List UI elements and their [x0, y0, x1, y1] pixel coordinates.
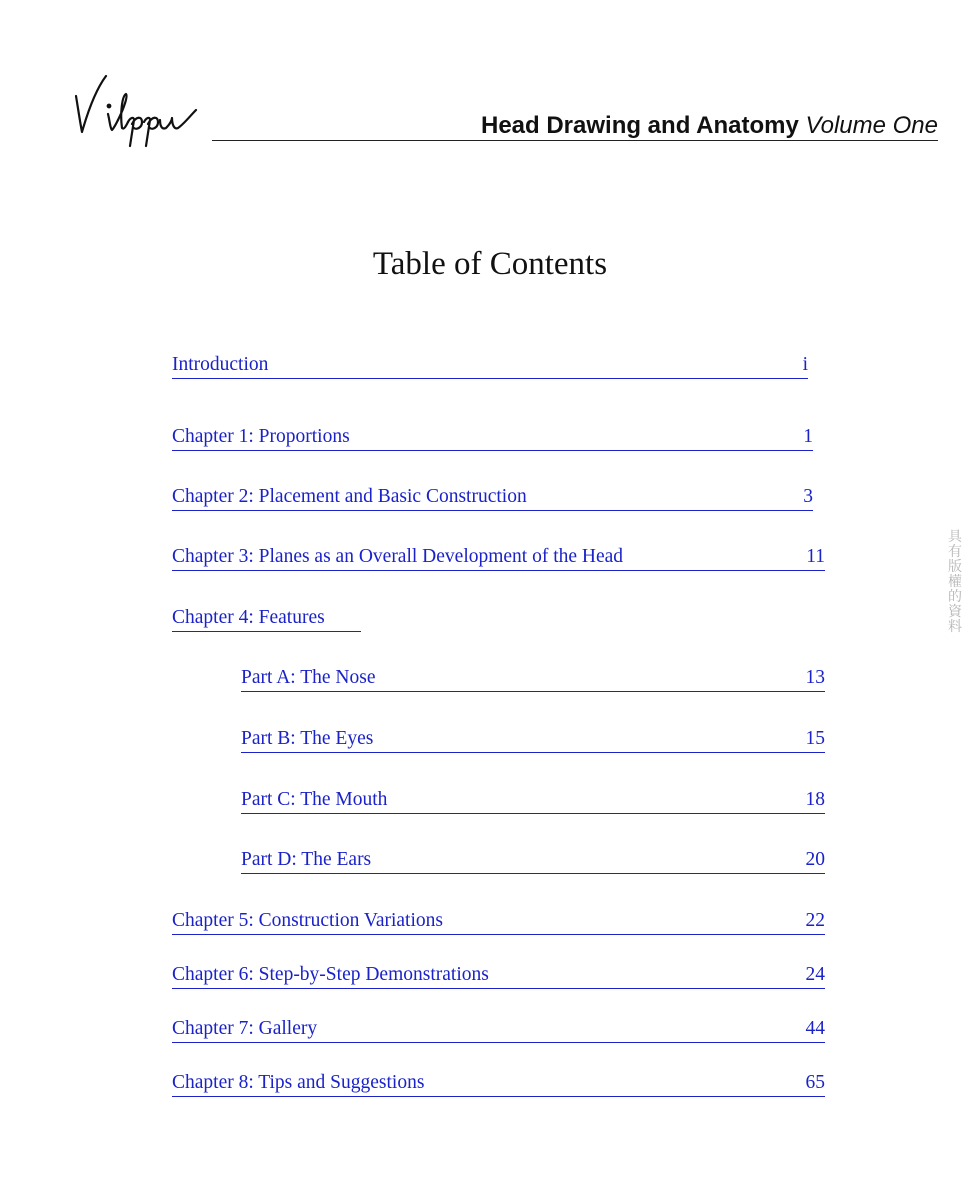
toc-entry-chapter-8[interactable]: [172, 1068, 825, 1097]
header-title: [481, 112, 938, 140]
toc-entry-chapter-2[interactable]: [172, 482, 813, 511]
toc-entry-label: Chapter 7: Gallery: [172, 1018, 318, 1039]
page-header: [72, 70, 938, 150]
toc-entry-part-a[interactable]: [241, 663, 825, 692]
toc-entry-label: Chapter 2: Placement and Basic Construction: [172, 486, 527, 507]
toc-entry-label: Part D: The Ears: [241, 849, 372, 870]
toc-entry-label: Chapter 8: Tips and Suggestions: [172, 1072, 425, 1093]
copyright-watermark: 具有版權的資料: [948, 529, 962, 635]
toc-entry-page: 1: [803, 426, 813, 447]
toc-entry-label: Part C: The Mouth: [241, 789, 388, 810]
toc-entry-chapter-1[interactable]: [172, 422, 813, 451]
toc-entry-page: 13: [805, 667, 825, 688]
toc-entry-label: Chapter 3: Planes as an Overall Development of the Head: [172, 546, 624, 567]
toc-entry-page: 3: [803, 486, 813, 507]
toc-entry-part-d[interactable]: [241, 845, 825, 874]
toc-entry-chapter-4[interactable]: [172, 603, 361, 632]
toc-entry-page: 44: [805, 1018, 825, 1039]
vilppu-signature: [72, 70, 222, 150]
toc-entry-chapter-5[interactable]: [172, 906, 825, 935]
toc-entry-part-b[interactable]: [241, 724, 825, 753]
toc-entry-page: 65: [805, 1072, 825, 1093]
toc-entry-page: 11: [806, 546, 825, 567]
toc-entry-label: Chapter 6: Step-by-Step Demonstrations: [172, 964, 489, 985]
toc-entry-label: Introduction: [172, 354, 269, 375]
toc-entry-page: 15: [805, 728, 825, 749]
toc-entry-label: Chapter 5: Construction Variations: [172, 910, 443, 931]
toc-entry-page: 24: [805, 964, 825, 985]
toc-entry-part-c[interactable]: [241, 785, 825, 814]
toc-entry-label: Chapter 4: Features: [172, 607, 325, 628]
toc-entry-label: Chapter 1: Proportions: [172, 426, 350, 447]
toc-entry-introduction[interactable]: [172, 350, 808, 379]
toc-entry-page: 22: [805, 910, 825, 931]
header-rule: [212, 140, 938, 141]
toc-entry-page: 18: [805, 789, 825, 810]
toc-title: Table of Contents: [372, 246, 608, 282]
toc-entry-page: 20: [805, 849, 825, 870]
toc-entry-label: Part B: The Eyes: [241, 728, 374, 749]
volume-label: Volume One: [805, 112, 938, 139]
toc-entry-label: Part A: The Nose: [241, 667, 376, 688]
toc-entry-chapter-7[interactable]: [172, 1014, 825, 1043]
toc-entry-chapter-3[interactable]: [172, 542, 825, 571]
book-title: Head Drawing and Anatomy: [480, 112, 799, 139]
toc-entry-chapter-6[interactable]: [172, 960, 825, 989]
toc-entry-page: i: [802, 354, 808, 375]
